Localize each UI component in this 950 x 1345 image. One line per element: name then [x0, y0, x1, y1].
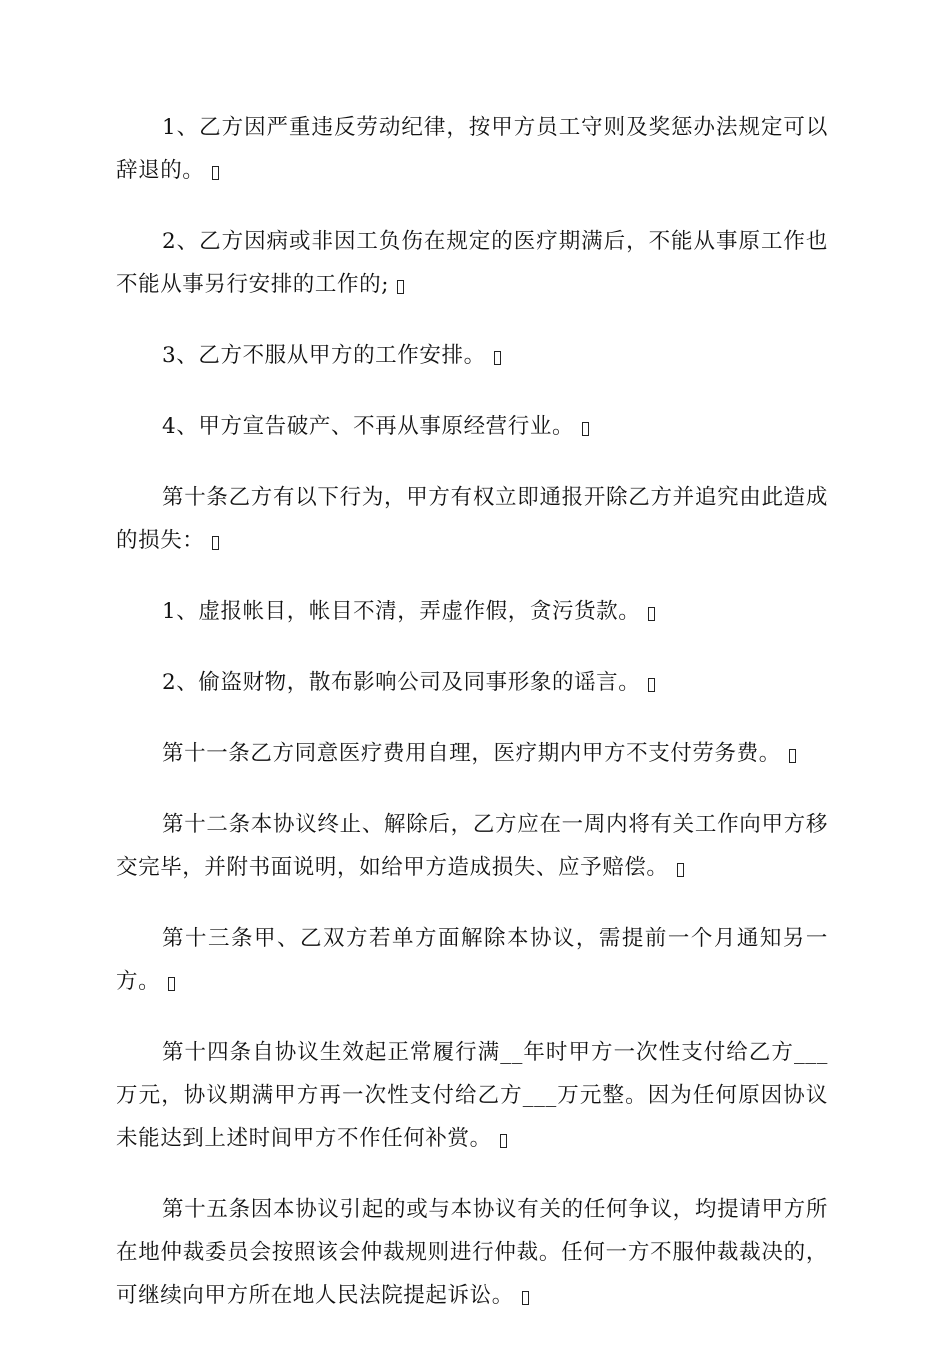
paragraph [116, 732, 828, 775]
paragraph-text: 1、乙方因严重违反劳动纪律，按甲方员工守则及奖惩办法规定可以辞退的。 [116, 115, 828, 183]
paragraph-mark-icon [212, 166, 219, 180]
paragraph [116, 803, 828, 889]
paragraph [116, 1031, 828, 1160]
paragraph-mark-icon [582, 422, 589, 436]
paragraph [116, 590, 828, 633]
paragraph [116, 1188, 828, 1317]
paragraph-text: 第十四条自协议生效起正常履行满__年时甲方一次性支付给乙方___万元，协议期满甲方再一次性支付给乙方___万元整。因为任何原因协议未能达到上述时间甲方不作任何补赏。 [116, 1040, 828, 1151]
paragraph-mark-icon [212, 536, 219, 550]
paragraph-text: 2、乙方因病或非因工负伤在规定的医疗期满后，不能从事原工作也不能从事另行安排的工作的; [116, 229, 828, 297]
paragraph-text: 第十二条本协议终止、解除后，乙方应在一周内将有关工作向甲方移交完毕，并附书面说明，如给甲方造成损失、应予赔偿。 [116, 812, 828, 880]
paragraph-text: 第十五条因本协议引起的或与本协议有关的任何争议，均提请甲方所在地仲裁委员会按照该会仲裁规则进行仲裁。任何一方不服仲裁裁决的，可继续向甲方所在地人民法院提起诉讼。 [116, 1197, 828, 1308]
paragraph-text: 2、偷盗财物，散布影响公司及同事形象的谣言。 [162, 670, 641, 695]
paragraph [116, 334, 828, 377]
paragraph [116, 220, 828, 306]
paragraph-mark-icon [648, 678, 655, 692]
paragraph [116, 917, 828, 1003]
paragraph-text: 4、甲方宣告破产、不再从事原经营行业。 [162, 414, 575, 439]
paragraph [116, 476, 828, 562]
paragraph [116, 106, 828, 192]
paragraph-text: 第十一条乙方同意医疗费用自理，医疗期内甲方不支付劳务费。 [162, 741, 781, 766]
paragraph-mark-icon [677, 863, 684, 877]
paragraph-mark-icon [648, 607, 655, 621]
paragraph-mark-icon [522, 1291, 529, 1305]
paragraph-mark-icon [168, 977, 175, 991]
paragraph-text: 第十条乙方有以下行为，甲方有权立即通报开除乙方并追究由此造成的损失： [116, 485, 828, 553]
paragraph-mark-icon [494, 351, 501, 365]
paragraph-text: 第十三条甲、乙双方若单方面解除本协议，需提前一个月通知另一方。 [116, 926, 828, 994]
paragraph-text: 1、虚报帐目，帐目不清，弄虚作假，贪污货款。 [162, 599, 641, 624]
paragraph [116, 661, 828, 704]
paragraph-text: 3、乙方不服从甲方的工作安排。 [162, 343, 486, 368]
paragraph-mark-icon [397, 280, 404, 294]
paragraph-mark-icon [500, 1134, 507, 1148]
document-body [116, 106, 828, 1345]
paragraph [116, 405, 828, 448]
paragraph-mark-icon [789, 749, 796, 763]
